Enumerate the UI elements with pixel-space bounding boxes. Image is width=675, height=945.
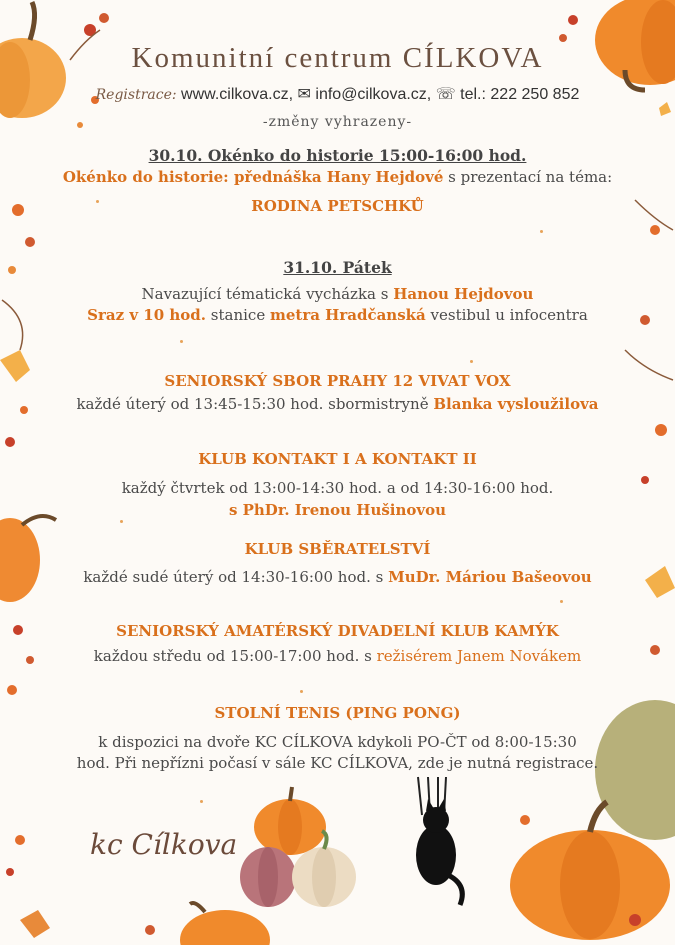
website-link[interactable]: www.cilkova.cz,	[181, 86, 294, 103]
confetti-dot	[470, 360, 473, 363]
club-name: KLUB SBĚRATELSTVÍ	[244, 540, 431, 558]
event-text: Navazující tématická vycházka s	[141, 285, 394, 303]
event-heading: 31.10. Pátek	[283, 258, 392, 277]
club-schedule: hod. Při nepřízni počasí v sále KC CÍLKOVA, zde je nutná registrace.	[76, 754, 599, 772]
club-name: STOLNÍ TENIS (PING PONG)	[214, 704, 461, 722]
confetti-dot	[200, 800, 203, 803]
event-heading: 30.10. Okénko do historie 15:00-16:00 hod.	[148, 146, 527, 165]
event-title: Okénko do historie: přednáška Hany Hejdové	[62, 168, 444, 186]
event-meeting-point	[0, 306, 675, 324]
event-topic: RODINA PETSCHKŮ	[251, 197, 424, 215]
phone-icon: ☏	[435, 86, 456, 103]
club-text: každou středu od 15:00-17:00 hod. s	[93, 647, 377, 665]
club-schedule: každý čtvrtek od 13:00-14:30 hod. a od 14:30-16:00 hod.	[121, 479, 554, 497]
event-description	[0, 285, 675, 303]
page-title: Komunitní centrum CÍLKOVA	[131, 42, 544, 74]
changes-note: -změny vyhrazeny-	[262, 114, 413, 130]
confetti-dot	[180, 340, 183, 343]
club-leader: MuDr. Máriou Bašeovou	[388, 568, 592, 586]
pumpkins-illustration-icon	[238, 785, 368, 915]
club-schedule	[0, 568, 675, 586]
event-text: vestibul u infocentra	[425, 306, 588, 324]
mail-icon: ✉	[297, 86, 311, 103]
meeting-station: metra Hradčanská	[269, 306, 426, 324]
event-description	[0, 168, 675, 186]
confetti-dot	[540, 230, 543, 233]
event-text: s prezentací na téma:	[443, 168, 613, 186]
club-leader: režisérem Janem Novákem	[376, 647, 582, 665]
club-leader: s PhDr. Irenou Hušinovou	[228, 501, 447, 519]
club-text: každé úterý od 13:45-15:30 hod. sbormistryně	[76, 395, 434, 413]
club-schedule	[0, 395, 675, 413]
club-leader: Blanka vysloužilova	[433, 395, 599, 413]
confetti-dot	[560, 600, 563, 603]
cat-illustration-icon	[398, 775, 478, 910]
club-name: SENIORSKÝ AMATÉRSKÝ DIVADELNÍ KLUB KAMÝK	[116, 622, 559, 640]
event-text: stanice	[206, 306, 270, 324]
event-guide: Hanou Hejdovou	[393, 285, 534, 303]
phone-number: tel.: 222 250 852	[460, 86, 580, 103]
contact-line	[0, 84, 675, 104]
confetti-dot	[300, 690, 303, 693]
club-schedule	[0, 647, 675, 665]
club-schedule: k dispozici na dvoře KC CÍLKOVA kdykoli PO-ČT od 8:00-15:30	[98, 733, 577, 751]
club-name: SENIORSKÝ SBOR PRAHY 12 VIVAT VOX	[164, 372, 511, 390]
meeting-time: Sraz v 10 hod.	[87, 306, 207, 324]
registration-label: Registrace:	[95, 87, 177, 103]
club-text: každé sudé úterý od 14:30-16:00 hod. s	[83, 568, 389, 586]
signature-logo: kc Cílkova	[90, 828, 238, 861]
email-link[interactable]: info@cilkova.cz,	[315, 86, 432, 103]
club-name: KLUB KONTAKT I A KONTAKT II	[198, 450, 477, 468]
confetti-dot	[120, 520, 123, 523]
